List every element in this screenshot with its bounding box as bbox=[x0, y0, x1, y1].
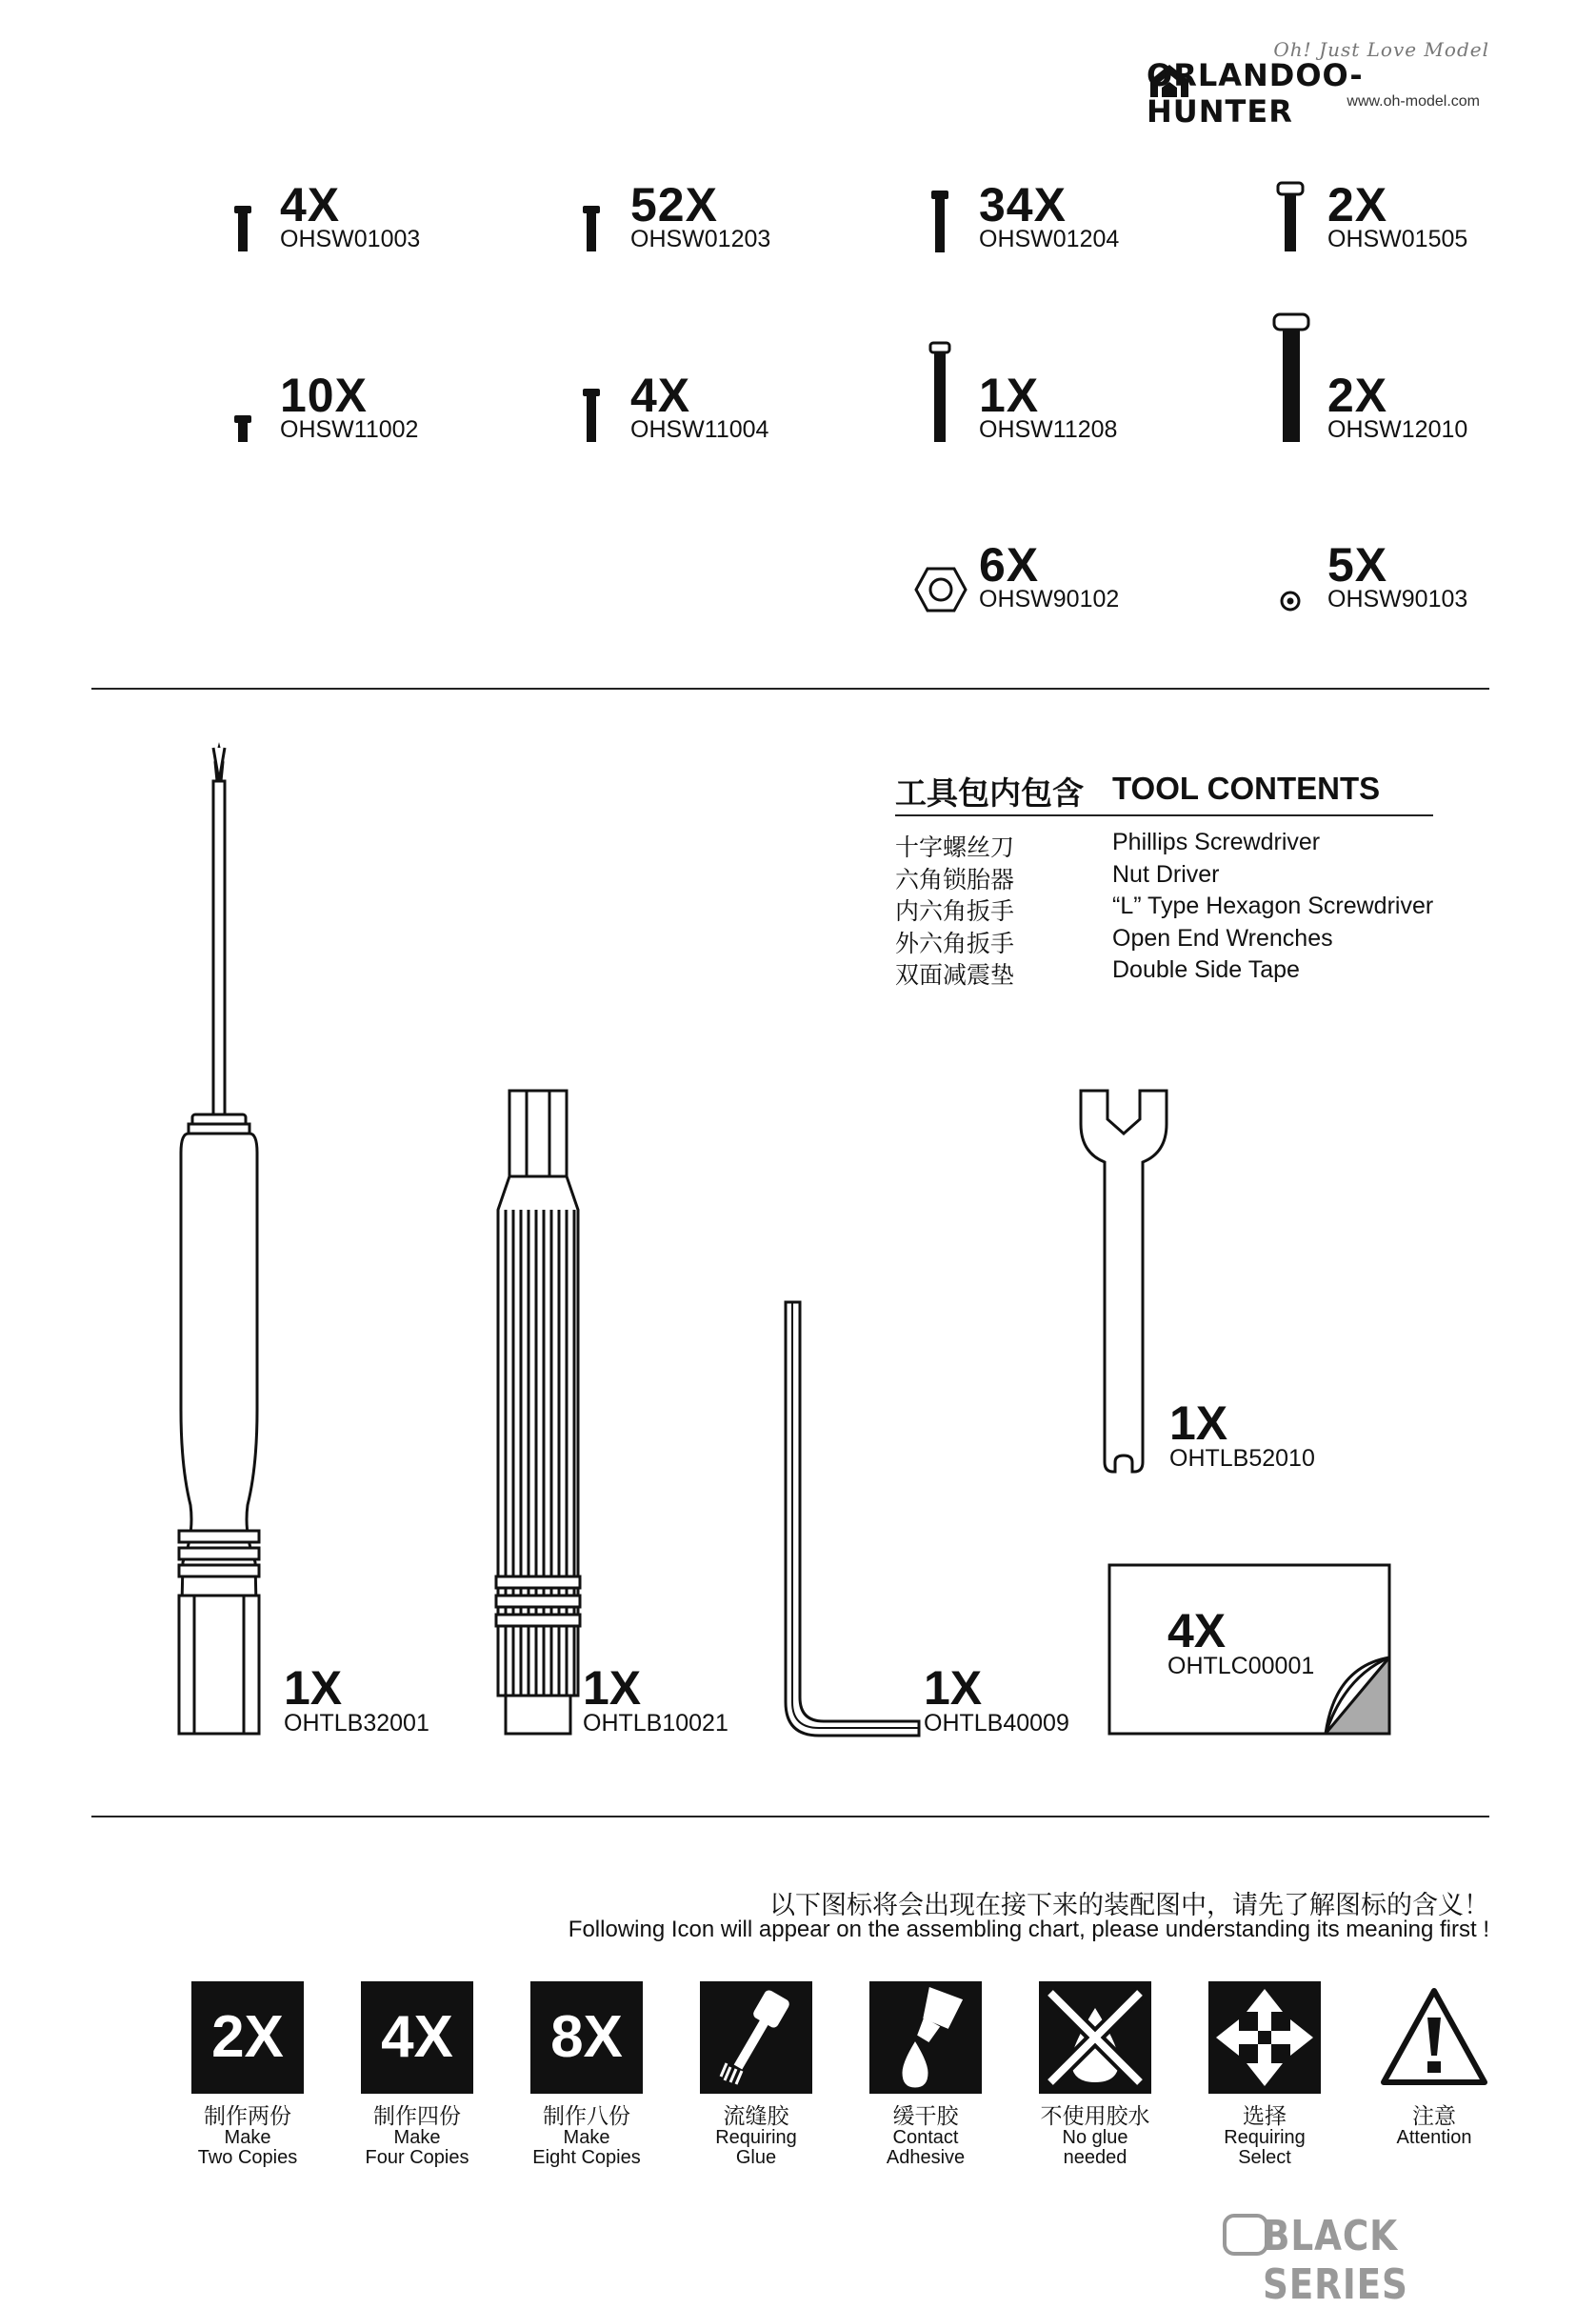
screw-qty: 10X bbox=[280, 369, 368, 422]
tool-code: OHTLB10021 bbox=[583, 1710, 728, 1737]
legend-label-cn: 选择 bbox=[1243, 2103, 1287, 2128]
make-eight-icon bbox=[530, 1981, 643, 2094]
screw-qty: 1X bbox=[979, 369, 1040, 422]
legend-label-cn: 制作八份 bbox=[543, 2103, 630, 2128]
screw-qty: 2X bbox=[1327, 369, 1388, 422]
screw-item bbox=[1272, 178, 1596, 276]
attention-icon bbox=[1378, 1981, 1490, 2094]
tool-contents-list bbox=[895, 829, 1466, 989]
screw-item bbox=[229, 371, 552, 467]
make-two-icon bbox=[191, 1981, 304, 2094]
screw-code: OHSW01505 bbox=[1327, 226, 1468, 252]
screw-qty: 52X bbox=[630, 178, 718, 231]
screw-qty: 4X bbox=[280, 178, 341, 231]
legend-item bbox=[1038, 1981, 1152, 2168]
item-name-en: “L” Type Hexagon Screwdriver bbox=[1112, 893, 1434, 919]
legend-label-en: Contact bbox=[892, 2127, 959, 2148]
legend-label-cn: 注意 bbox=[1412, 2103, 1456, 2128]
legend-label-en: needed bbox=[1063, 2147, 1127, 2168]
glue-brush-icon bbox=[700, 1981, 812, 2094]
legend-label-en: Adhesive bbox=[886, 2147, 966, 2168]
item-name-en: Nut Driver bbox=[1112, 860, 1220, 888]
brand-tagline: Oh! Just Love Model bbox=[1273, 38, 1489, 61]
screw-qty: 4X bbox=[630, 369, 691, 422]
screw-code: OHSW11004 bbox=[630, 416, 769, 443]
legend-label-en: Make bbox=[393, 2127, 441, 2148]
screw-item bbox=[1272, 371, 1596, 467]
phillips-screwdriver-icon bbox=[171, 743, 276, 1738]
screw-item bbox=[229, 178, 552, 276]
legend-label-cn: 缓干胶 bbox=[892, 2103, 959, 2128]
series-logo-icon bbox=[1223, 2214, 1268, 2256]
open-end-wrench-icon bbox=[1071, 1086, 1176, 1476]
legend-item bbox=[529, 1981, 644, 2168]
tool-qty: 1X bbox=[1169, 1396, 1228, 1450]
hex-nut-icon bbox=[914, 566, 968, 613]
item-name-cn: 双面减震垫 bbox=[895, 962, 1015, 989]
legend-symbol: 4X bbox=[381, 2004, 453, 2070]
screw-icon bbox=[1276, 181, 1305, 253]
legend-item bbox=[1207, 1981, 1322, 2168]
screw-code: OHSW12010 bbox=[1327, 416, 1468, 443]
legend-label-en: Make bbox=[224, 2127, 271, 2148]
small-nut-icon bbox=[1280, 591, 1301, 612]
screw-item bbox=[926, 178, 1249, 276]
screw-code: OHSW01204 bbox=[979, 226, 1120, 252]
tool-label bbox=[924, 1661, 1069, 1737]
legend-label-cn: 制作四份 bbox=[373, 2103, 461, 2128]
tool-code: OHTLC00001 bbox=[1167, 1653, 1315, 1679]
tool-contents-header bbox=[895, 767, 1433, 816]
nut-code: OHSW90103 bbox=[1327, 586, 1468, 612]
legend-label-en: Requiring bbox=[715, 2127, 797, 2148]
legend-label-cn: 制作两份 bbox=[204, 2103, 291, 2128]
legend-label-cn: 流缝胶 bbox=[723, 2103, 789, 2128]
legend-label-en: No glue bbox=[1062, 2127, 1128, 2148]
tool-contents-title-cn: 工具包内包含 bbox=[895, 775, 1084, 811]
screw-item bbox=[926, 371, 1249, 467]
legend-symbol: 8X bbox=[550, 2004, 623, 2070]
list-item bbox=[895, 956, 1466, 989]
nut-item bbox=[1272, 538, 1596, 636]
screw-code: OHSW11208 bbox=[979, 416, 1118, 443]
legend-label-en: Requiring bbox=[1224, 2127, 1306, 2148]
screw-code: OHSW01003 bbox=[280, 226, 421, 252]
legend-label-en: Two Copies bbox=[197, 2147, 298, 2168]
screw-qty: 2X bbox=[1327, 178, 1388, 231]
tool-qty: 1X bbox=[284, 1661, 343, 1715]
legend-symbol: 2X bbox=[211, 2004, 284, 2070]
make-four-icon bbox=[361, 1981, 473, 2094]
item-name-cn: 十字螺丝刀 bbox=[895, 834, 1015, 861]
notice-en: Following Icon will appear on the assembling chart, please understanding its meaning first ! bbox=[568, 1917, 1489, 1942]
legend-label-en: Make bbox=[563, 2127, 610, 2148]
item-name-cn: 内六角扳手 bbox=[895, 898, 1015, 925]
tool-label bbox=[1167, 1604, 1315, 1679]
screw-icon bbox=[233, 206, 252, 253]
legend-label-cn: 不使用胶水 bbox=[1040, 2103, 1150, 2128]
series-name: BLACK SERIES bbox=[1263, 2212, 1408, 2309]
list-item bbox=[895, 829, 1466, 861]
nut-qty: 6X bbox=[979, 538, 1040, 592]
legend-label-en: Four Copies bbox=[365, 2147, 469, 2168]
nut-driver-icon bbox=[490, 1086, 586, 1738]
nut-code: OHSW90102 bbox=[979, 586, 1120, 612]
list-item bbox=[895, 925, 1466, 957]
series-badge bbox=[1223, 2208, 1489, 2309]
legend-label-en: Select bbox=[1238, 2147, 1291, 2168]
legend-item bbox=[360, 1981, 474, 2168]
nut-item bbox=[914, 538, 1238, 636]
tool-qty: 1X bbox=[583, 1661, 642, 1715]
legend-item bbox=[699, 1981, 813, 2168]
tool-label bbox=[1169, 1396, 1315, 1472]
tool-code: OHTLB32001 bbox=[284, 1710, 429, 1737]
screw-icon bbox=[930, 191, 949, 253]
screw-item bbox=[577, 178, 901, 276]
legend-label-en: Attention bbox=[1396, 2127, 1472, 2148]
tool-code: OHTLB52010 bbox=[1169, 1445, 1315, 1472]
no-glue-icon bbox=[1039, 1981, 1151, 2094]
section-divider bbox=[91, 688, 1489, 690]
screw-icon bbox=[582, 206, 601, 253]
hex-key-icon bbox=[781, 1297, 924, 1739]
item-name-cn: 六角锁胎器 bbox=[895, 866, 1015, 893]
screw-code: OHSW01203 bbox=[630, 226, 771, 252]
item-name-en: Open End Wrenches bbox=[1112, 924, 1333, 952]
legend-label-en: Glue bbox=[735, 2147, 777, 2168]
list-item bbox=[895, 861, 1466, 893]
screw-icon bbox=[1272, 312, 1310, 444]
select-arrows-icon bbox=[1208, 1981, 1321, 2094]
screw-item bbox=[577, 371, 901, 467]
tool-label bbox=[284, 1661, 429, 1737]
nut-qty: 5X bbox=[1327, 538, 1388, 592]
section-divider bbox=[91, 1816, 1489, 1817]
screw-icon bbox=[929, 343, 950, 444]
screw-code: OHSW11002 bbox=[280, 416, 419, 443]
item-name-en: Phillips Screwdriver bbox=[1112, 829, 1321, 855]
tool-contents-title-en: TOOL CONTENTS bbox=[1112, 771, 1381, 806]
glue-drop-icon bbox=[869, 1981, 982, 2094]
tool-label bbox=[583, 1661, 728, 1737]
notice-cn: 以下图标将会出现在接下来的装配图中，请先了解图标的含义！ bbox=[769, 1891, 1489, 1919]
legend-item bbox=[190, 1981, 305, 2168]
screw-qty: 34X bbox=[979, 178, 1067, 231]
legend-item bbox=[1377, 1981, 1491, 2148]
item-name-en: Double Side Tape bbox=[1112, 956, 1300, 983]
brand-name: ORLANDOO-HUNTER bbox=[1147, 57, 1364, 130]
screw-icon bbox=[233, 415, 252, 444]
legend-item bbox=[868, 1981, 983, 2168]
tool-code: OHTLB40009 bbox=[924, 1710, 1069, 1737]
legend-label-en: Eight Copies bbox=[532, 2147, 641, 2168]
list-item bbox=[895, 893, 1466, 925]
item-name-cn: 外六角扳手 bbox=[895, 930, 1015, 957]
brand-url: www.oh-model.com bbox=[1347, 93, 1480, 110]
tool-qty: 4X bbox=[1167, 1604, 1227, 1657]
tool-qty: 1X bbox=[924, 1661, 983, 1715]
brand-logo bbox=[1147, 38, 1489, 130]
screw-icon bbox=[582, 389, 601, 444]
